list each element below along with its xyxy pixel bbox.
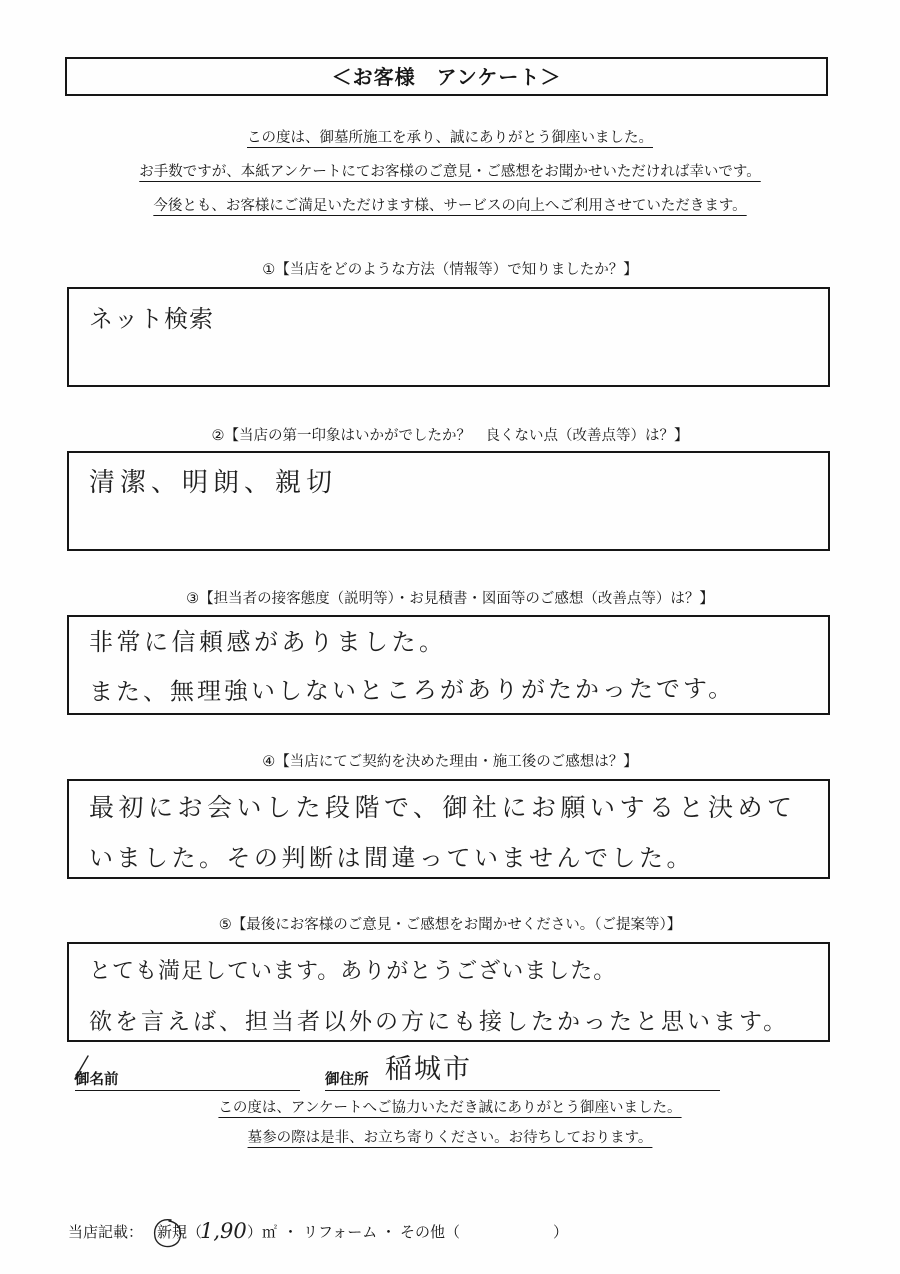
footer-area-value: 1,90 xyxy=(200,1219,247,1243)
title-box xyxy=(65,57,828,96)
intro-line-3: 今後とも、お客様にご満足いただけます様、サービスの向上へご利用させていただきます。 xyxy=(153,198,747,214)
intro-line-1: この度は、御墓所施工を承り、誠にありがとう御座いました。 xyxy=(247,130,653,146)
question-2-answer-box xyxy=(67,451,830,551)
footer-separator-2: ・ xyxy=(381,1223,397,1241)
name-field xyxy=(75,1070,300,1091)
footer-separator-1: ・ xyxy=(283,1223,299,1241)
question-3-answer-box xyxy=(67,615,830,715)
question-5-answer-box xyxy=(67,942,830,1042)
question-5-heading: ⑤【最後にお客様のご意見・ご感想をお聞かせください。（ご提案等）】 xyxy=(218,917,682,933)
footer-area-unit: ）㎡ xyxy=(247,1223,278,1241)
question-2-answer-line-1: 清潔、明朗、親切 xyxy=(89,468,338,498)
question-1-heading: ①【当店をどのような方法（情報等）で知りましたか？】 xyxy=(262,262,638,278)
footer-area-open-paren: （ xyxy=(187,1223,203,1241)
footer-other-close-paren: ） xyxy=(553,1223,569,1241)
question-3-answer-line-1: 非常に信頼感がありました。 xyxy=(89,628,447,656)
question-5-answer-line-2: 欲を言えば、担当者以外の方にも接したかったと思います。 xyxy=(89,1009,790,1035)
address-label: 御住所 xyxy=(325,1072,369,1088)
form-title: ＜お客様 アンケート＞ xyxy=(331,64,562,89)
question-4-answer-line-1: 最初にお会いした段階で、御社にお願いすると決めて xyxy=(89,793,797,822)
question-2-heading: ②【当店の第一印象はいかがでしたか？ 良くない点（改善点等）は？】 xyxy=(211,428,689,444)
name-label: 御名前 xyxy=(75,1072,119,1088)
handwritten-circle-mark xyxy=(151,1217,183,1251)
question-3-answer-line-2: また、無理強いしないところがありがたかったです。 xyxy=(88,674,736,706)
question-5-answer-line-1: とても満足しています。ありがとうございました。 xyxy=(89,959,617,984)
question-4-answer-line-2: いました。その判断は間違っていませんでした。 xyxy=(89,844,694,872)
question-1-answer-box xyxy=(67,287,830,387)
footer-label: 当店記載： xyxy=(68,1223,144,1241)
intro-line-2: お手数ですが、本紙アンケートにてお客様のご意見・ご感想をお聞かせいただければ幸いです。 xyxy=(139,164,761,180)
footer-new-label: 新規 xyxy=(157,1223,188,1241)
question-3-heading: ③【担当者の接客態度（説明等）・お見積書・図面等のご感想（改善点等）は？】 xyxy=(186,591,714,607)
footer-reform-label: リフォーム xyxy=(303,1223,378,1241)
closing-line-1: この度は、アンケートへご協力いただき誠にありがとう御座いました。 xyxy=(218,1100,682,1116)
question-4-answer-box xyxy=(67,779,830,879)
address-value: 稲城市 xyxy=(385,1054,472,1085)
footer-other-label: その他（ xyxy=(400,1223,461,1241)
question-4-heading: ④【当店にてご契約を決めた理由・施工後のご感想は？】 xyxy=(262,754,638,770)
closing-line-2: 墓参の際は是非、お立ち寄りください。お待ちしております。 xyxy=(247,1130,653,1146)
question-1-answer-line-1: ネット検索 xyxy=(89,305,214,333)
